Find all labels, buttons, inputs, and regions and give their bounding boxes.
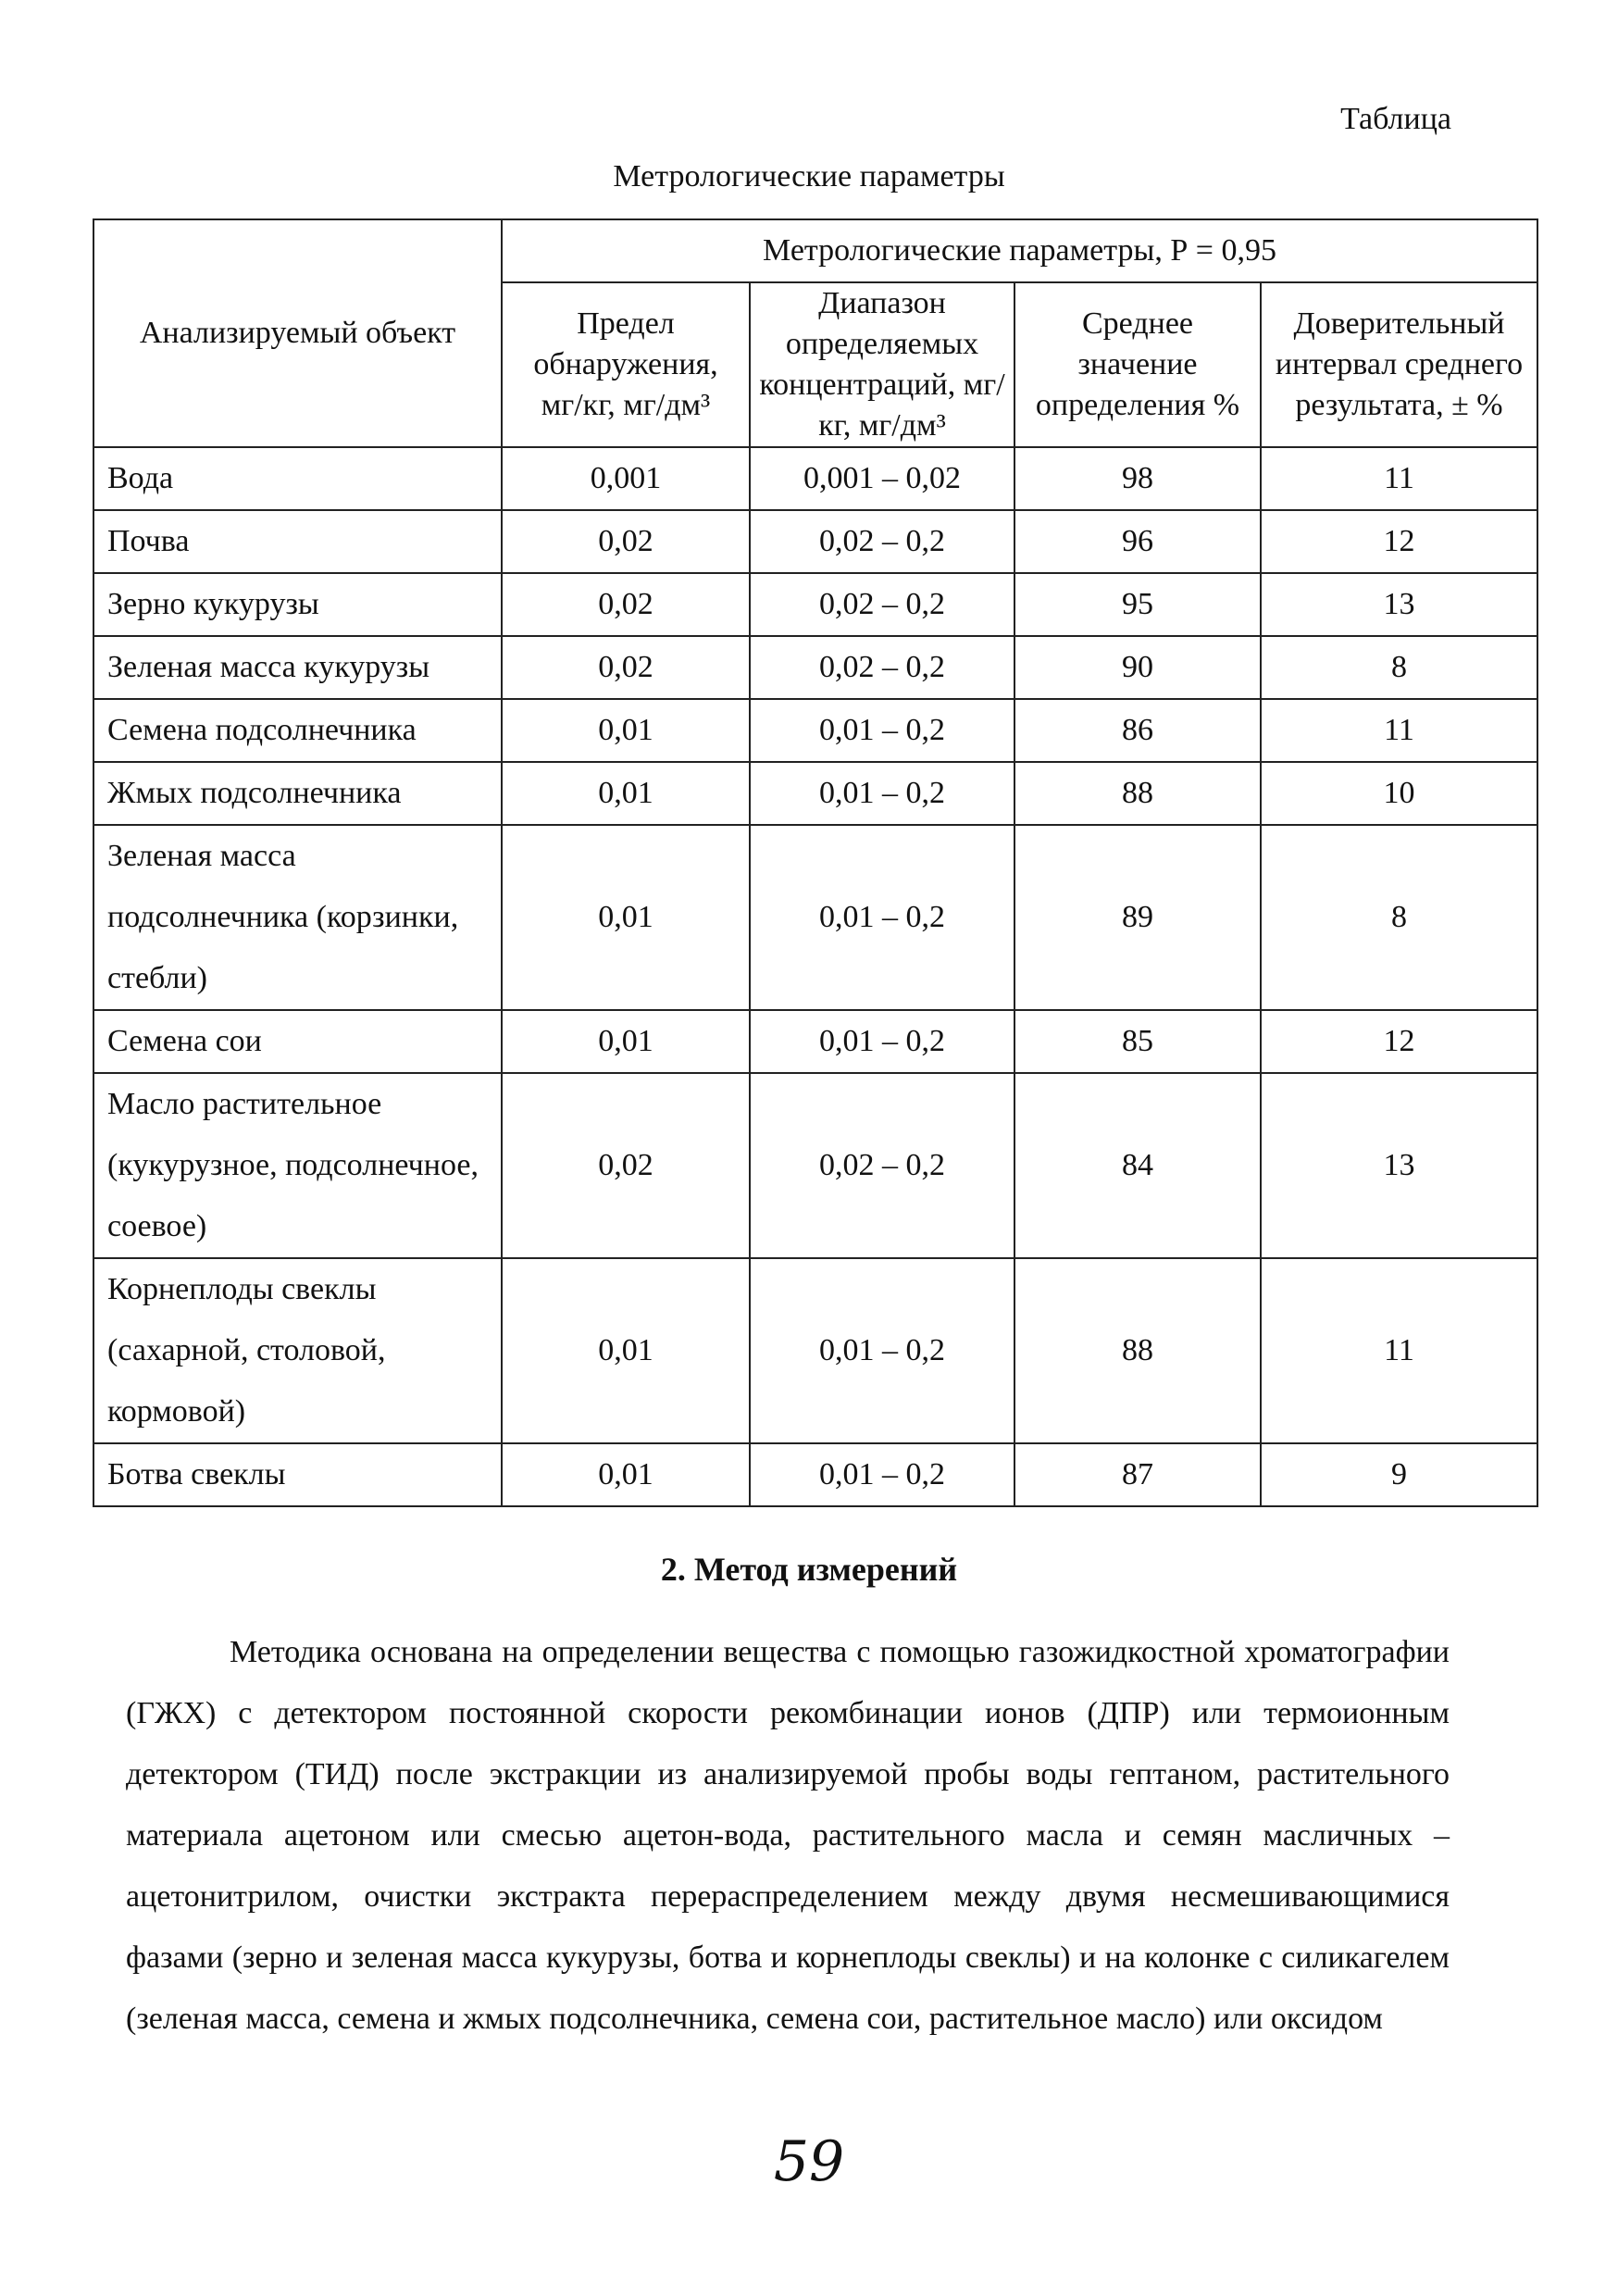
cell-limit: 0,02 bbox=[502, 1073, 750, 1258]
cell-interval: 9 bbox=[1261, 1443, 1537, 1506]
cell-interval: 11 bbox=[1261, 1258, 1537, 1443]
cell-range: 0,02 – 0,2 bbox=[750, 573, 1014, 636]
cell-object: Зеленая масса подсолнечника (корзинки, стебли) bbox=[93, 825, 502, 1010]
cell-interval: 12 bbox=[1261, 1010, 1537, 1073]
cell-interval: 12 bbox=[1261, 510, 1537, 573]
cell-limit: 0,01 bbox=[502, 699, 750, 762]
cell-mean: 90 bbox=[1014, 636, 1261, 699]
table-row bbox=[93, 573, 1537, 636]
header-mean: Среднее значение определения % bbox=[1014, 282, 1261, 447]
cell-limit: 0,02 bbox=[502, 636, 750, 699]
table-row bbox=[93, 1010, 1537, 1073]
cell-range: 0,02 – 0,2 bbox=[750, 636, 1014, 699]
table-title: Метрологические параметры bbox=[613, 159, 1005, 193]
cell-limit: 0,01 bbox=[502, 1010, 750, 1073]
cell-interval: 13 bbox=[1261, 573, 1537, 636]
cell-range: 0,01 – 0,2 bbox=[750, 1443, 1014, 1506]
cell-object: Жмых подсолнечника bbox=[93, 762, 502, 825]
cell-range: 0,02 – 0,2 bbox=[750, 510, 1014, 573]
page-number: 59 bbox=[773, 2129, 845, 2194]
cell-object: Вода bbox=[93, 447, 502, 510]
table-row bbox=[93, 762, 1537, 825]
cell-range: 0,01 – 0,2 bbox=[750, 825, 1014, 1010]
cell-interval: 8 bbox=[1261, 636, 1537, 699]
cell-mean: 88 bbox=[1014, 762, 1261, 825]
cell-mean: 98 bbox=[1014, 447, 1261, 510]
cell-interval: 8 bbox=[1261, 825, 1537, 1010]
cell-range: 0,01 – 0,2 bbox=[750, 1010, 1014, 1073]
cell-limit: 0,01 bbox=[502, 1443, 750, 1506]
cell-limit: 0,02 bbox=[502, 510, 750, 573]
section-heading: 2. Метод измерений bbox=[660, 1551, 958, 1588]
metrological-parameters-table bbox=[93, 218, 1538, 1507]
table-row bbox=[93, 510, 1537, 573]
cell-mean: 87 bbox=[1014, 1443, 1261, 1506]
cell-range: 0,01 – 0,2 bbox=[750, 762, 1014, 825]
table-row bbox=[93, 1443, 1537, 1506]
cell-object: Зерно кукурузы bbox=[93, 573, 502, 636]
body-paragraph: Методика основана на определении вещества с помощью газожидкостной хроматографии (ГЖХ) с детектором постоянной скорости рекомбинации ионов (ДПР) или термоионным детектором (ТИД) после экстракции из анализируемой пробы воды гептаном, растительного материала ацетоном или смесью ацетон-вода, растительного масла и семян масличных – ацетонитрилом, очистки экстракта перераспределением между двумя несмешивающимися фазами (зерно и зеленая масса кукурузы, ботва и корнеплоды свеклы) и на колонке с силикагелем (зеленая масса, семена и жмых подсолнечника, семена сои, растительное масло) или оксидом bbox=[126, 1635, 1450, 2036]
table-row bbox=[93, 825, 1537, 1010]
table-row bbox=[93, 699, 1537, 762]
cell-interval: 11 bbox=[1261, 699, 1537, 762]
cell-range: 0,01 – 0,2 bbox=[750, 699, 1014, 762]
cell-mean: 95 bbox=[1014, 573, 1261, 636]
cell-mean: 84 bbox=[1014, 1073, 1261, 1258]
cell-mean: 89 bbox=[1014, 825, 1261, 1010]
cell-limit: 0,01 bbox=[502, 1258, 750, 1443]
header-limit: Предел обнаружения, мг/кг, мг/дм³ bbox=[502, 282, 750, 447]
cell-limit: 0,02 bbox=[502, 573, 750, 636]
cell-range: 0,001 – 0,02 bbox=[750, 447, 1014, 510]
cell-object: Ботва свеклы bbox=[93, 1443, 502, 1506]
cell-object: Семена подсолнечника bbox=[93, 699, 502, 762]
cell-range: 0,01 – 0,2 bbox=[750, 1258, 1014, 1443]
cell-mean: 85 bbox=[1014, 1010, 1261, 1073]
cell-object: Корнеплоды свеклы (сахарной, столовой, кормовой) bbox=[93, 1258, 502, 1443]
cell-object: Семена сои bbox=[93, 1010, 502, 1073]
cell-limit: 0,01 bbox=[502, 762, 750, 825]
cell-object: Почва bbox=[93, 510, 502, 573]
header-group: Метрологические параметры, Р = 0,95 bbox=[502, 219, 1537, 282]
cell-range: 0,02 – 0,2 bbox=[750, 1073, 1014, 1258]
cell-mean: 96 bbox=[1014, 510, 1261, 573]
cell-object: Масло растительное (кукурузное, подсолнечное, соевое) bbox=[93, 1073, 502, 1258]
header-object: Анализируемый объект bbox=[93, 219, 502, 447]
cell-interval: 10 bbox=[1261, 762, 1537, 825]
cell-mean: 86 bbox=[1014, 699, 1261, 762]
cell-limit: 0,001 bbox=[502, 447, 750, 510]
cell-limit: 0,01 bbox=[502, 825, 750, 1010]
table-row bbox=[93, 1258, 1537, 1443]
cell-object: Зеленая масса кукурузы bbox=[93, 636, 502, 699]
header-range: Диапазон определяемых концентраций, мг/кг, мг/дм³ bbox=[750, 282, 1014, 447]
cell-interval: 11 bbox=[1261, 447, 1537, 510]
table-row bbox=[93, 447, 1537, 510]
table-caption: Таблица bbox=[1340, 102, 1451, 136]
cell-interval: 13 bbox=[1261, 1073, 1537, 1258]
header-interval: Доверительный интервал среднего результата, ± % bbox=[1261, 282, 1537, 447]
table-row bbox=[93, 1073, 1537, 1258]
table-row bbox=[93, 636, 1537, 699]
cell-mean: 88 bbox=[1014, 1258, 1261, 1443]
